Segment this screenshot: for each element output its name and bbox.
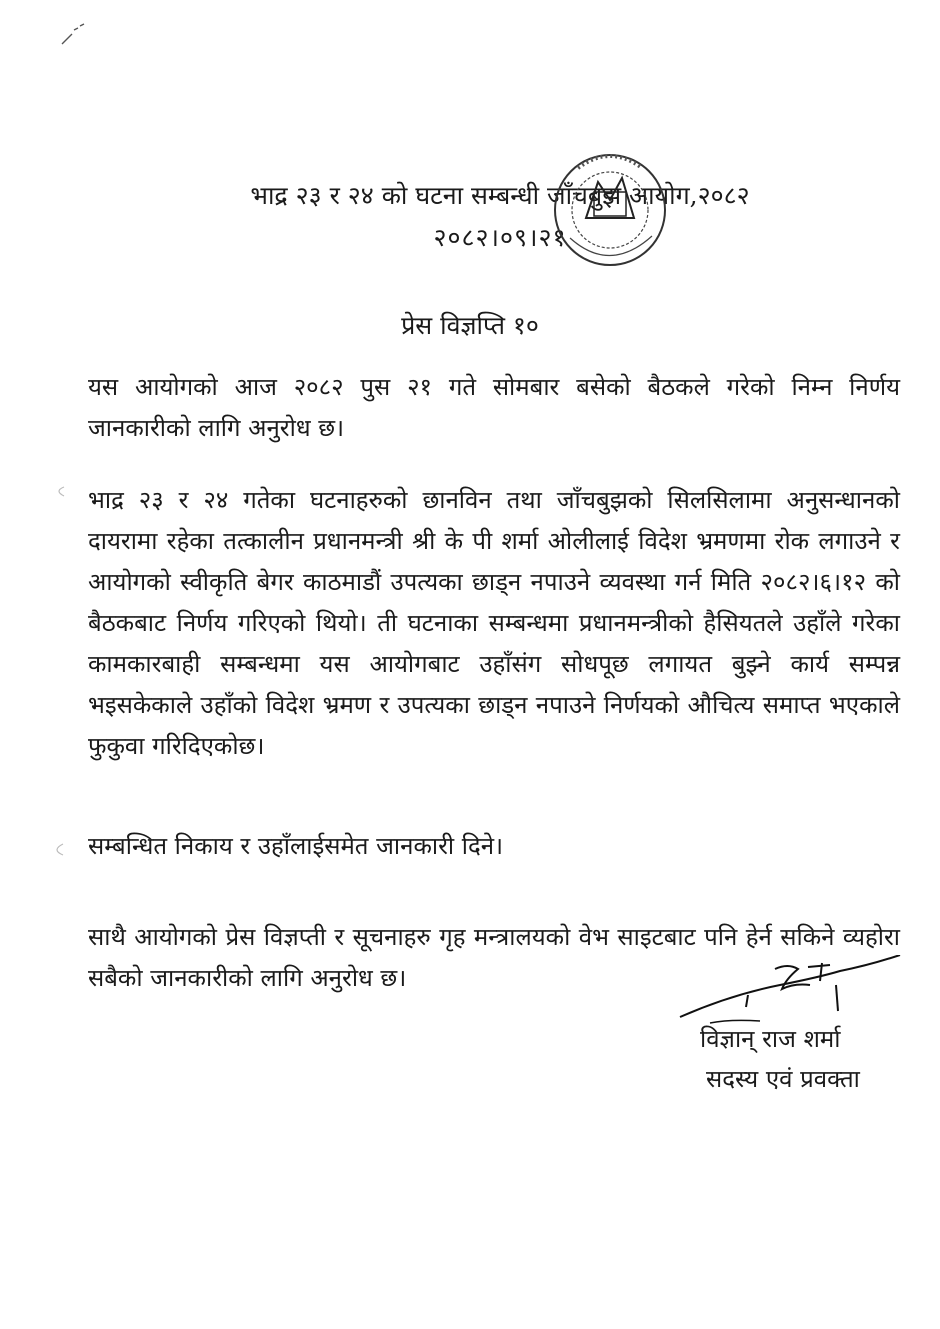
document-title: भाद्र २३ र २४ को घटना सम्बन्धी जाँचबुझ आयोग,२०८२ bbox=[250, 181, 750, 210]
official-seal-stamp bbox=[548, 148, 678, 298]
press-release-heading: प्रेस विज्ञप्ति १० bbox=[401, 311, 539, 340]
scan-speck bbox=[58, 20, 88, 50]
paragraph-notify: सम्बन्धित निकाय र उहाँलाईसमेत जानकारी दिने। bbox=[88, 832, 504, 860]
paragraph-website: साथै आयोगको प्रेस विज्ञप्ती र सूचनाहरु गृह मन्त्रालयको वेभ साइटबाट पनि हेर्न सकिने व्यहोरा सबैको जानकारीको लागि अनुरोध छ। bbox=[88, 923, 900, 992]
scan-mark bbox=[48, 842, 68, 858]
signatory-name: विज्ञान् राज शर्मा bbox=[700, 1025, 841, 1053]
paragraph-decision: भाद्र २३ र २४ गतेका घटनाहरुको छानविन तथा जाँचबुझको सिलसिलामा अनुसन्धानको दायरामा रहेका तत्कालीन प्रधानमन्त्री श्री के पी शर्मा ओलीलाई विदेश भ्रमणमा रोक लगाउने र आयोगको स्वीकृति बेगर काठमाडौं उपत्यका छाड्न नपाउने व्यवस्था गर्न मिति २०८२।६।१२ को बैठकबाट निर्णय गरिएको थियो। ती घटनाका सम्बन्धमा प्रधानमन्त्रीको हैसियतले उहाँले गरेका कामकारबाही सम्बन्धमा यस आयोगबाट उहाँसंग सोधपूछ लगायत बुझ्ने कार्य सम्पन्न भइसकेकाले उहाँको विदेश भ्रमण र उपत्यका छाड्न नपाउने निर्णयको औचित्य समाप्त भएकाले फुकुवा गरिदिएकोछ। bbox=[88, 486, 900, 760]
signatory-role: सदस्य एवं प्रवक्ता bbox=[706, 1065, 860, 1093]
scan-mark bbox=[50, 485, 70, 499]
paragraph-intro: यस आयोगको आज २०८२ पुस २१ गते सोमबार बसेको बैठकले गरेको निम्न निर्णय जानकारीको लागि अनुरोध छ। bbox=[88, 373, 900, 442]
document-date: २०८२।०९।२१ bbox=[433, 223, 567, 252]
